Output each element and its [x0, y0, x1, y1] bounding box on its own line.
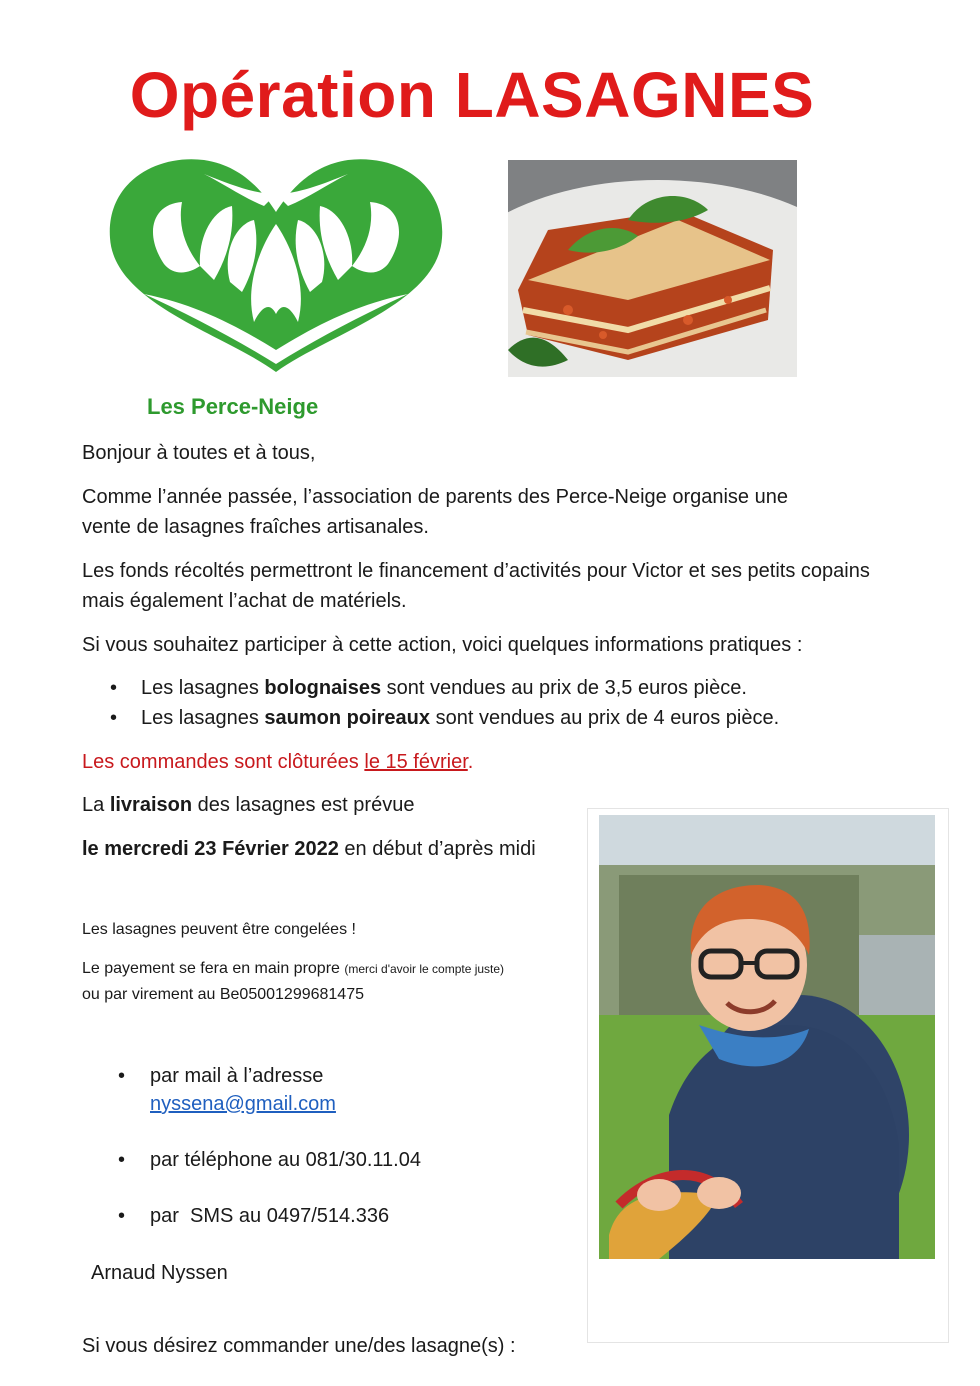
child-photo: [599, 815, 935, 1259]
intro-paragraph: Comme l’année passée, l’association de parents des Perce-Neige organise une vente de lasagnes fraîches artisanales.: [82, 486, 788, 538]
order-deadline: Les commandes sont clôturées le 15 février.: [82, 751, 474, 773]
bullet-icon: •: [110, 677, 118, 699]
greeting: Bonjour à toutes et à tous,: [82, 442, 316, 464]
freeze-note: Les lasagnes peuvent être congelées !: [82, 921, 356, 938]
delivery-info: La livraison des lasagnes est prévue: [82, 794, 415, 816]
bullet-icon: •: [118, 1065, 126, 1087]
product-saumon: Les lasagnes saumon poireaux sont vendues au prix de 4 euros pièce.: [141, 707, 780, 729]
lasagna-photo: [508, 160, 797, 377]
contact-mail-label: par mail à l’adresse: [150, 1065, 324, 1087]
product-bolognaise: Les lasagnes bolognaises sont vendues au prix de 3,5 euros pièce.: [141, 677, 747, 699]
bullet-icon: •: [118, 1205, 126, 1227]
perce-neige-logo: [104, 154, 448, 376]
bullet-icon: •: [118, 1149, 126, 1171]
delivery-date: le mercredi 23 Février 2022 en début d’après midi: [82, 838, 536, 860]
info-paragraph: Si vous souhaitez participer à cette action, voici quelques informations pratiques :: [82, 634, 803, 656]
payment-info: Le payement se fera en main propre (merci d'avoir le compte juste) ou par virement au Be05001299681475: [82, 960, 505, 1003]
funds-paragraph: Les fonds récoltés permettront le financement d’activités pour Victor et ses petits copains mais également l’achat de matériels.: [82, 560, 870, 612]
email-link[interactable]: nyssena@gmail.com: [150, 1093, 336, 1115]
organisation-name: Les Perce-Neige: [147, 394, 319, 419]
contact-sms: par SMS au 0497/514.336: [150, 1205, 390, 1227]
deadline-date: le 15 février: [364, 751, 468, 773]
order-prompt: Si vous désirez commander une/des lasagne(s) :: [82, 1335, 516, 1357]
contact-phone: par téléphone au 081/30.11.04: [150, 1149, 421, 1171]
bullet-icon: •: [110, 707, 118, 729]
page-title: Opération LASAGNES: [129, 59, 815, 131]
signature: Arnaud Nyssen: [91, 1262, 228, 1284]
